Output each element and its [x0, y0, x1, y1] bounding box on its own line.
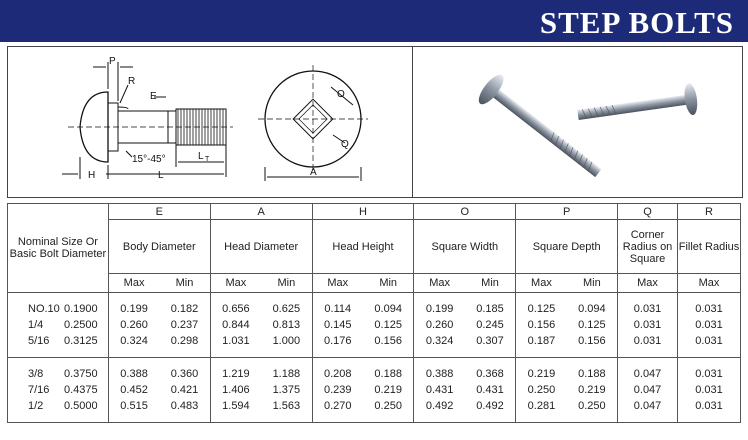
dim-label-h: H — [88, 170, 96, 181]
title-bar — [0, 0, 748, 42]
value-cell: 0.145 — [312, 317, 363, 333]
group-letter-r: R — [678, 204, 741, 220]
nominal-decimal: 0.4375 — [64, 384, 98, 396]
value-cell: 0.492 — [476, 400, 504, 412]
group-name-body-diameter: Body Diameter — [108, 220, 210, 274]
nominal-size-cell — [8, 366, 109, 382]
value-cell: 0.270 — [312, 398, 363, 414]
table-row — [8, 382, 741, 398]
dim-label-a: A — [310, 167, 317, 178]
value-cell: 1.188 — [272, 368, 301, 380]
value-cell: 1.594 — [210, 398, 261, 414]
nominal-decimal: 0.5000 — [64, 400, 98, 412]
group-name-square-depth: Square Depth — [516, 220, 618, 274]
group-letter-a: A — [210, 204, 312, 220]
size-group-2 — [8, 358, 741, 423]
group-letter-h: H — [312, 204, 414, 220]
value-cell: 0.250 — [578, 400, 606, 412]
value-cell: 0.031 — [618, 317, 678, 333]
group-letter-e: E — [108, 204, 210, 220]
subheader-cell: Max — [108, 274, 159, 293]
header-row-letters — [8, 204, 741, 220]
dim-label-o: O — [337, 89, 345, 100]
value-cell: 0.199 — [108, 301, 159, 317]
value-cell: 0.047 — [618, 398, 678, 414]
value-cell: 0.515 — [108, 398, 159, 414]
subheader-cell: Min — [277, 277, 296, 289]
nominal-size-cell — [8, 301, 109, 317]
value-cell: 0.125 — [516, 301, 567, 317]
subheader-cell: Max — [210, 274, 261, 293]
value-cell: 0.431 — [476, 384, 504, 396]
bolt-side-view-drawing — [48, 47, 278, 197]
dim-label-q: Q — [341, 139, 349, 150]
group-spacer — [8, 293, 741, 302]
nominal-decimal: 0.2500 — [64, 319, 98, 331]
step-bolt-spec-table — [7, 203, 741, 423]
value-cell: 0.114 — [312, 301, 363, 317]
value-cell: 0.219 — [374, 384, 402, 396]
value-cell: 0.388 — [108, 366, 159, 382]
value-cell: 0.185 — [476, 303, 504, 315]
nominal-fraction: 1/2 — [28, 400, 44, 412]
subheader-cell: Min — [379, 277, 398, 289]
nominal-size-cell — [8, 398, 109, 414]
subheader-cell: Max — [678, 274, 741, 293]
nominal-fraction: 7/16 — [28, 384, 50, 396]
value-cell: 0.219 — [516, 366, 567, 382]
value-cell: 0.199 — [414, 301, 465, 317]
value-cell: 0.156 — [578, 335, 606, 347]
group-name-corner-radius: Corner Radius on Square — [618, 220, 678, 274]
value-cell: 0.388 — [414, 366, 465, 382]
group-name-head-height: Head Height — [312, 220, 414, 274]
nominal-fraction: 3/8 — [28, 368, 44, 380]
table-row — [8, 301, 741, 317]
value-cell: 0.176 — [312, 333, 363, 349]
nominal-size-header: Nominal Size Or Basic Bolt Diameter — [8, 204, 109, 293]
value-cell: 0.281 — [516, 398, 567, 414]
subheader-cell: Min — [175, 277, 194, 289]
table-row — [8, 333, 741, 349]
value-cell: 0.656 — [210, 301, 261, 317]
value-cell: 0.360 — [170, 368, 199, 380]
group-letter-q: Q — [618, 204, 678, 220]
value-cell: 0.094 — [578, 303, 606, 315]
dim-label-lt-sub: T — [205, 156, 210, 163]
value-cell: 0.307 — [476, 335, 504, 347]
group-letter-p: P — [516, 204, 618, 220]
nominal-size-cell — [8, 317, 109, 333]
value-cell: 0.625 — [272, 303, 301, 315]
value-cell: 1.375 — [272, 384, 301, 396]
value-cell: 1.000 — [272, 335, 301, 347]
header-row-names — [8, 220, 741, 274]
value-cell: 0.245 — [476, 319, 504, 331]
nominal-decimal: 0.3125 — [64, 335, 98, 347]
subheader-cell: Min — [481, 277, 499, 289]
header-row-max-min — [8, 274, 741, 293]
value-cell: 1.219 — [210, 366, 261, 382]
value-cell: 0.298 — [170, 335, 199, 347]
value-cell: 0.188 — [578, 368, 606, 380]
value-cell: 0.031 — [618, 301, 678, 317]
value-cell: 0.182 — [170, 303, 199, 315]
value-cell: 0.208 — [312, 366, 363, 382]
value-cell: 0.125 — [578, 319, 606, 331]
value-cell: 0.219 — [578, 384, 606, 396]
value-cell: 0.250 — [374, 400, 402, 412]
nominal-fraction: 1/4 — [28, 319, 44, 331]
nominal-decimal: 0.1900 — [64, 303, 98, 315]
value-cell: 0.031 — [678, 382, 741, 398]
value-cell: 0.156 — [374, 335, 402, 347]
dim-label-r: R — [128, 76, 136, 87]
group-name-head-diameter: Head Diameter — [210, 220, 312, 274]
dim-label-l: L — [158, 170, 164, 181]
value-cell: 0.452 — [108, 382, 159, 398]
value-cell: 0.125 — [374, 319, 402, 331]
value-cell: 0.031 — [678, 301, 741, 317]
group-name-fillet-radius: Fillet Radius — [678, 220, 741, 274]
dim-label-lt: L — [198, 151, 204, 162]
value-cell: 0.431 — [414, 382, 465, 398]
nominal-size-cell — [8, 333, 109, 349]
dim-label-angle: 15°-45° — [132, 154, 166, 165]
subheader-cell: Min — [583, 277, 601, 289]
value-cell: 0.031 — [618, 333, 678, 349]
value-cell: 0.813 — [272, 319, 301, 331]
group-end-spacer — [8, 349, 741, 358]
subheader-cell: Max — [414, 274, 465, 293]
subheader-cell: Max — [618, 274, 678, 293]
value-cell: 0.844 — [210, 317, 261, 333]
group-letter-o: O — [414, 204, 516, 220]
bolt-end-view-drawing — [253, 47, 393, 197]
value-cell: 0.047 — [618, 366, 678, 382]
value-cell: 0.047 — [618, 382, 678, 398]
value-cell: 0.239 — [312, 382, 363, 398]
value-cell: 0.031 — [678, 333, 741, 349]
subheader-cell: Max — [312, 274, 363, 293]
figure-divider — [412, 47, 413, 197]
value-cell: 0.260 — [414, 317, 465, 333]
value-cell: 0.031 — [678, 398, 741, 414]
value-cell: 0.187 — [516, 333, 567, 349]
value-cell: 0.031 — [678, 317, 741, 333]
nominal-fraction: 5/16 — [28, 335, 50, 347]
page-title: STEP BOLTS — [539, 5, 734, 40]
group-end-spacer — [8, 414, 741, 423]
value-cell: 0.237 — [170, 319, 199, 331]
value-cell: 0.094 — [374, 303, 402, 315]
table-row — [8, 366, 741, 382]
value-cell: 0.324 — [414, 333, 465, 349]
dim-label-p: P — [109, 56, 116, 67]
value-cell: 0.250 — [516, 382, 567, 398]
value-cell: 0.483 — [170, 400, 199, 412]
group-name-square-width: Square Width — [414, 220, 516, 274]
table-row — [8, 317, 741, 333]
figure-panel — [7, 46, 743, 198]
value-cell: 0.492 — [414, 398, 465, 414]
group-spacer — [8, 358, 741, 367]
value-cell: 0.368 — [476, 368, 504, 380]
dim-label-e: E — [150, 91, 157, 102]
value-cell: 1.563 — [272, 400, 301, 412]
value-cell: 0.188 — [374, 368, 402, 380]
value-cell: 0.421 — [170, 384, 199, 396]
value-cell: 0.156 — [516, 317, 567, 333]
subheader-cell: Max — [516, 274, 567, 293]
nominal-size-cell — [8, 382, 109, 398]
nominal-decimal: 0.3750 — [64, 368, 98, 380]
value-cell: 1.031 — [210, 333, 261, 349]
table-row — [8, 398, 741, 414]
value-cell: 0.031 — [678, 366, 741, 382]
value-cell: 0.260 — [108, 317, 159, 333]
value-cell: 1.406 — [210, 382, 261, 398]
size-group-1 — [8, 293, 741, 358]
value-cell: 0.324 — [108, 333, 159, 349]
step-bolt-photo — [418, 47, 738, 197]
nominal-fraction: NO.10 — [28, 303, 60, 315]
